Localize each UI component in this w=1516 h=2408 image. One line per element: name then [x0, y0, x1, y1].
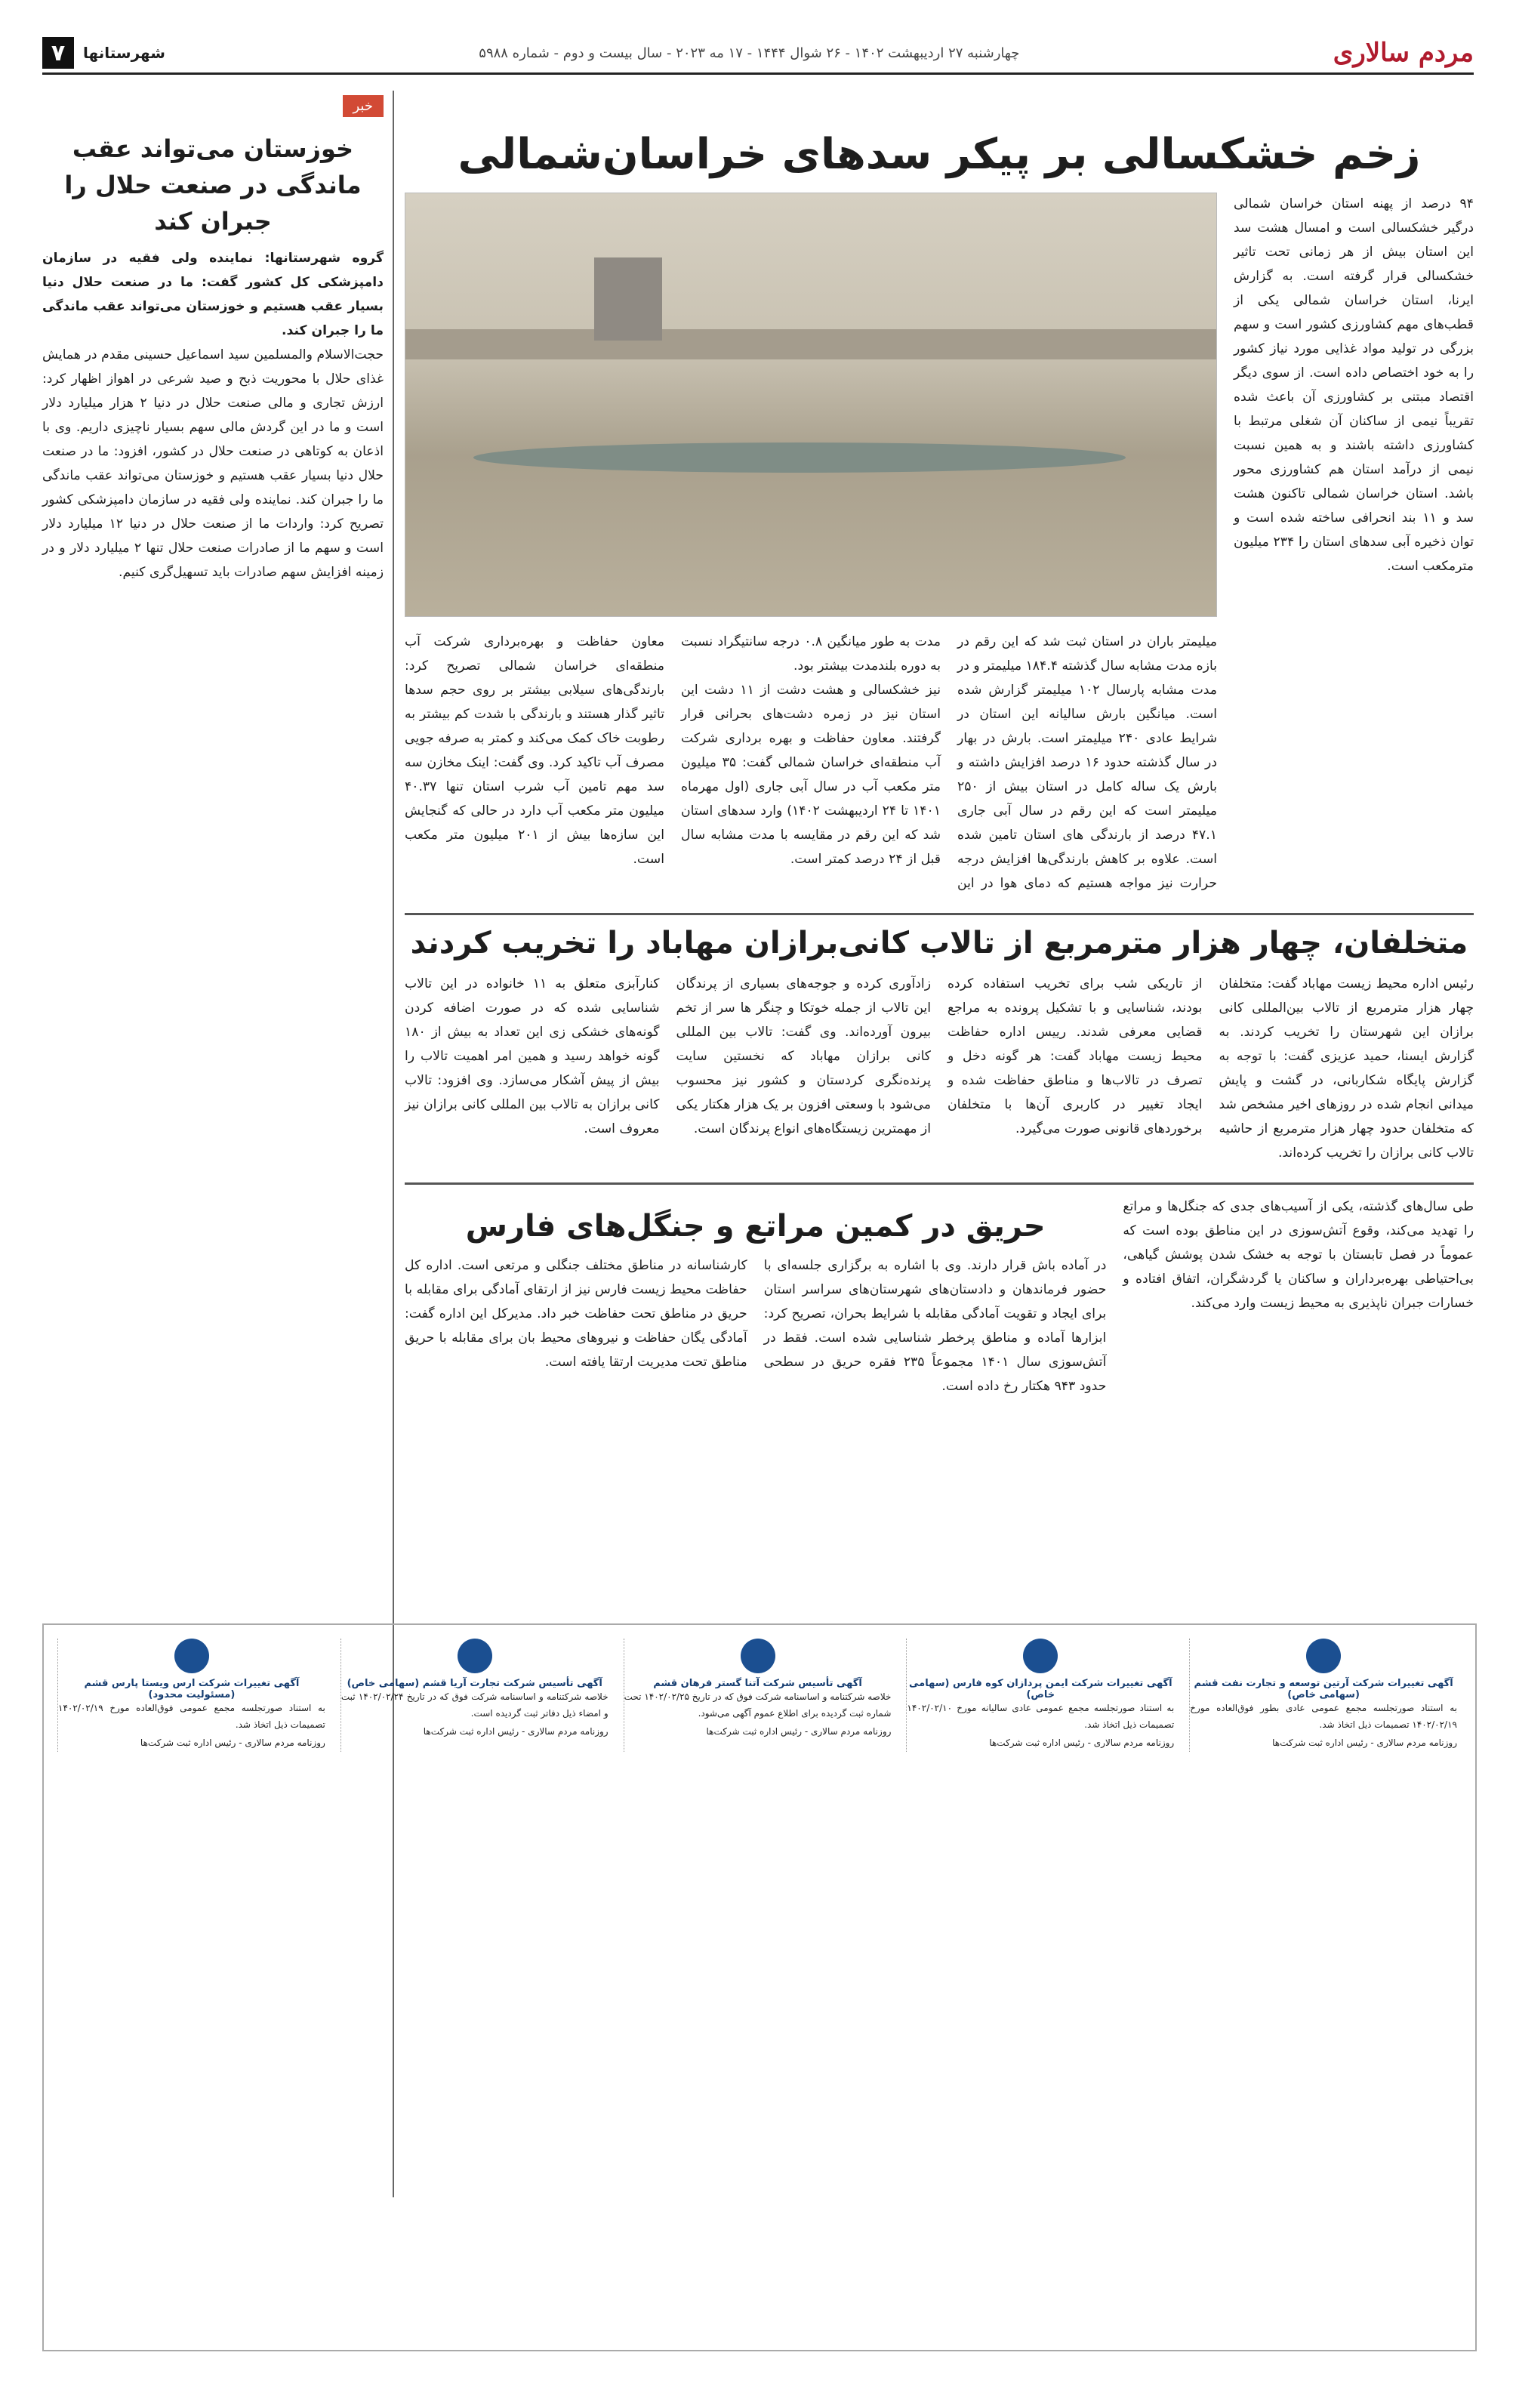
separator	[405, 913, 1474, 915]
article1-headline: زخم خشکسالی بر پیکر سدهای خراسان‌شمالی	[458, 130, 1421, 179]
sidebar-lead: گروه شهرستانها: نماینده ولی فقیه در سازمان دامپزشکی کل کشور گفت: ما در صنعت حلال دنیا بسیار عقب هستیم و خوزستان می‌تواند عقب ماندگی ما را جبران کند.	[42, 251, 384, 338]
ad-title: آگهی تأسیس شرکت تجارت آریا قشم (سهامی خاص)	[347, 1678, 602, 1689]
sidebar-body: حجت‌الاسلام والمسلمین سید اسماعیل حسینی مقدم در همایش غذای حلال با محوریت ذبح و صید شرعی در اهواز اظهار کرد: ارزش تجاری و مالی صنعت حلال در دنیا ۲ هزار میلیارد دلار است و ما در این گردش مالی سهم بسیار ناچیزی داریم. وی با اذعان به کوتاهی در صنعت حلال در کشور، افزود: ما در صنعت حلال دنیا بسیار عقب هستیم و خوزستان می‌تواند عقب ماندگی ما را جبران کند. نماینده ولی فقیه در سازمان دامپزشکی کشور تصریح کرد: واردات ما از صنعت حلال در دنیا ۱۲ میلیارد دلار است و سهم ما از صادرات صنعت حلال تنها ۲ میلیارد دلار و در زمینه افزایش سهم صادرات باید تسهیل‌گری کنیم.	[42, 347, 384, 580]
dam-tower-shape	[594, 257, 662, 341]
article3-headline: حریق در کمین مراتع و جنگل‌های فارس	[465, 1208, 1046, 1244]
article2-col3: زادآوری کرده و جوجه‌های بسیاری از پرندگان این تالاب از جمله خوتکا و چنگر ها سر از تخم بیرون آورده‌اند. وی گفت: تالاب بین المللی کانی برازان مهاباد که نخستین سایت پرنده‌نگری کردستان و کشور نیز محسوب می‌شود با وسعتی افزون بر یک هزار هکتار یکی از مهمترین زیستگاه‌های انواع پرندگان است.	[676, 976, 931, 1136]
registry-logo-icon	[174, 1639, 209, 1673]
ad-body: خلاصه شرکتنامه و اساسنامه شرکت فوق که در تاریخ ۱۴۰۲/۰۲/۲۵ تحت شماره ثبت گردیده برای اطلاع عموم آگهی می‌شود.	[624, 1691, 892, 1719]
masthead	[42, 33, 1474, 75]
ad-title: آگهی تأسیس شرکت آتنا گستر فرهان قشم	[653, 1678, 862, 1689]
dam-photo	[405, 193, 1217, 617]
article2-col4: کنارآبزی متعلق به ۱۱ خانواده در این تالاب شناسایی شده که در صورت اضافه کردن گونه‌های خشکی زی این تعداد به بیش از ۱۸۰ گونه خواهد رسید و همین امر اهمیت تالاب را بیش از پیش آشکار می‌سازد. وی افزود: تالاب کانی برازان به تالاب بین المللی کانی برازان نیز معروف است.	[405, 976, 660, 1136]
section-label	[42, 37, 165, 69]
ad-item	[906, 1639, 1179, 1752]
issue-meta: چهارشنبه ۲۷ اردیبهشت ۱۴۰۲ - ۲۶ شوال ۱۴۴۴ - ۱۷ مه ۲۰۲۳ - سال بیست و دوم - شماره ۵۹۸۸	[479, 45, 1020, 61]
ads-grid	[44, 1625, 1475, 1765]
article3	[405, 1195, 1474, 1399]
ad-footer: روزنامه مردم سالاری - رئیس اداره ثبت شرکت‌ها	[706, 1726, 892, 1737]
article3-cols	[405, 1254, 1106, 1399]
article1-col3: نیز خشکسالی و هشت دشت از ۱۱ دشت این استان نیز در زمره دشت‌های بحرانی قرار گرفتند. معاون حفاظت و بهره برداری شرکت آب منطقه‌ای خراسان شمالی گفت: ۳۵ میلیون متر مکعب آب در سال آبی جاری (اول مهرماه ۱۴۰۱ تا ۲۴ اردیبهشت ۱۴۰۲) وارد سدهای استان شد که این رقم در مقایسه با مدت مشابه سال قبل از ۲۴ درصد کمتر است.	[681, 682, 941, 867]
article2-headline: متخلفان، چهار هزار مترمربع از تالاب کانی‌برازان مهاباد را تخریب کردند	[410, 925, 1468, 960]
ad-footer: روزنامه مردم سالاری - رئیس اداره ثبت شرکت‌ها	[423, 1726, 609, 1737]
ad-body: به استناد صورتجلسه مجمع عمومی عادی بطور فوق‌العاده مورخ ۱۴۰۲/۰۲/۱۹ تصمیمات ذیل اتخاذ شد.	[1190, 1703, 1457, 1730]
article2	[405, 973, 1474, 1166]
news-tag: خبر	[343, 95, 384, 117]
ad-item	[57, 1639, 330, 1752]
article1-col2: میلیمتر باران در استان ثبت شد که این رقم در بازه مدت مشابه سال گذشته ۱۸۴.۴ میلیمتر و در مدت مشابه پارسال ۱۰۲ میلیمتر گزارش شده است. میانگین بارش سالیانه این استان در شرایط عادی ۲۴۰ میلیمتر است. بارش در بهار در سال گذشته حدود ۱۶ درصد افزایش داشته و بارش یک ساله کامل در استان بیش از ۲۵۰ میلیمتر است که این رقم در سال آبی جاری ۴۷.۱ درصد از بارندگی های استان تامین شده است. علاوه بر کاهش بارندگی‌ها افزایش درجه حرارت نیز مواجه هستیم که دمای هوا در این مدت به طور میانگین ۰.۸ درجه سانتیگراد نسبت به دوره بلندمدت بیشتر بود.	[681, 634, 1218, 891]
water-shape	[473, 442, 1126, 473]
sidebar-news	[42, 95, 384, 585]
article2-col1: رئیس اداره محیط زیست مهاباد گفت: متخلفان چهار هزار مترمربع از تالاب بین‌المللی کانی برازان این شهرستان را تخریب کردند. به گزارش ایسنا، حمید عزیزی گفت: با توجه به گزارش پایگاه شکاربانی، در گشت و پایش میدانی انجام شده در روزهای اخیر مشخص شد که متخلفان حدود چهار هزار مترمربع از حاشیه تالاب کانی برازان را تخریب کرده‌اند.	[1219, 976, 1474, 1161]
registry-logo-icon	[1023, 1639, 1058, 1673]
registry-logo-icon	[458, 1639, 492, 1673]
separator	[405, 1182, 1474, 1185]
registry-logo-icon	[741, 1639, 775, 1673]
ad-item	[624, 1639, 896, 1752]
ad-footer: روزنامه مردم سالاری - رئیس اداره ثبت شرکت‌ها	[140, 1737, 325, 1749]
ads-section	[42, 1623, 1477, 2351]
ad-item	[340, 1639, 613, 1752]
article1-col-right: ۹۴ درصد از پهنه استان خراسان شمالی درگیر خشکسالی است و امسال هشت سد این استان بیش از هر زمانی تحت تاثیر خشکسالی قرار گرفته است. به گزارش ایرنا، استان خراسان شمالی یکی از قطب‌های مهم کشاورزی کشور است و سهم بزرگی در تولید مواد غذایی مورد نیاز کشور را به خود اختصاص داده است. از سوی دیگر اقتصاد مبتنی بر کشاورزی آن باعث شده تقریباً نیمی از ساکنان آن شغلی مرتبط با کشاورزی داشته باشند و به همین نسبت نیمی از درآمد استان هم کشاورزی محور باشد. استان خراسان شمالی تاکنون هشت سد و ۱۱ بند انحرافی ساخته شده است و توان ذخیره آبی سدهای استان را ۲۳۴ میلیون مترمکعب است.	[1234, 196, 1474, 574]
ad-item	[1189, 1639, 1462, 1752]
article3-col2: در آماده باش قرار دارند. وی با اشاره به برگزاری جلسه‌ای با حضور فرماندهان و دادستان‌های شهرستان‌های سراسر استان برای ایجاد و تقویت آمادگی مقابله با شرایط بحران، تصریح کرد: ابزارها آماده و مناطق پرخطر شناسایی شده است. فقط در آتش‌سوزی سال ۱۴۰۱ مجموعاً ۲۳۵ فقره حریق در سطحی حدود ۹۴۳ هکتار رخ داده است.	[763, 1257, 1107, 1394]
article2-col2: از تاریکی شب برای تخریب استفاده کرده بودند، شناسایی و با تشکیل پرونده به مراجع قضایی معرفی شدند. رییس اداره حفاظت محیط زیست مهاباد گفت: هر گونه دخل و تصرف در تالاب‌ها و مناطق حفاظت شده و ایجاد تغییر در کاربری آن‌ها با متخلفان برخوردهای قانونی صورت می‌گیرد.	[948, 976, 1203, 1136]
ad-footer: روزنامه مردم سالاری - رئیس اداره ثبت شرکت‌ها	[1272, 1737, 1457, 1749]
dam-wall-shape	[405, 329, 1216, 359]
registry-logo-icon	[1306, 1639, 1341, 1673]
article3-col1: طی سال‌های گذشته، یکی از آسیب‌های جدی که جنگل‌ها و مراتع را تهدید می‌کند، وقوع آتش‌سوزی در این مناطق بوده است که عموماً در فصل تابستان با توجه به خشک شدن پوشش گیاهی، بی‌احتیاطی بهره‌برداران و ساکنان یا گردشگران، اتفاق افتاده و خسارات جبران ناپذیری به محیط زیست وارد می‌کند.	[1123, 1198, 1474, 1311]
ad-footer: روزنامه مردم سالاری - رئیس اداره ثبت شرکت‌ها	[989, 1737, 1175, 1749]
main-content	[405, 95, 1474, 1399]
article1	[405, 193, 1474, 896]
article1-cols	[405, 631, 1217, 896]
section-name: شهرستانها	[83, 44, 165, 62]
ad-body: به استناد صورتجلسه مجمع عمومی عادی سالیانه مورخ ۱۴۰۲/۰۲/۱۰ تصمیمات ذیل اتخاذ شد.	[907, 1703, 1175, 1730]
sidebar-headline: خوزستان می‌تواند عقب ماندگی در صنعت حلال را جبران کند	[64, 134, 362, 236]
article3-col3: کارشناسانه در مناطق مختلف جنگلی و مرتعی است. اداره کل حفاظت محیط زیست فارس نیز از ارتقای آمادگی برای مقابله با حریق در مناطق تحت حفاظت خبر داد. مدیرکل این اداره گفت: آمادگی یگان حفاظت و نیروهای محیط بان برای مقابله با حریق مناطق تحت مدیریت ارتقا یافته است.	[405, 1257, 747, 1370]
page-number: ۷	[42, 37, 74, 69]
newspaper-brand: مردم سالاری	[1333, 38, 1474, 68]
ad-title: آگهی تغییرات شرکت آرتین توسعه و تجارت نفت قشم (سهامی خاص)	[1194, 1678, 1453, 1700]
ad-title: آگهی تغییرات شرکت ایمن پردازان کوه فارس (سهامی خاص)	[909, 1678, 1172, 1700]
ad-title: آگهی تغییرات شرکت ارس ویستا پارس قشم (مسئولیت محدود)	[84, 1678, 300, 1700]
ad-body: به استناد صورتجلسه مجمع عمومی فوق‌العاده مورخ ۱۴۰۲/۰۲/۱۹ تصمیمات ذیل اتخاذ شد.	[58, 1703, 325, 1730]
ad-body: خلاصه شرکتنامه و اساسنامه شرکت فوق که در تاریخ ۱۴۰۲/۰۲/۲۴ ثبت و امضاء ذیل دفاتر ثبت گردیده است.	[340, 1691, 609, 1719]
article1-col4: معاون حفاظت و بهره‌برداری شرکت آب منطقه‌ای خراسان شمالی تصریح کرد: بارندگی‌های سیلابی بیشتر بر روی حجم سدها تاثیر گذار هستند و بارندگی با شدت کم بیشتر به رطوبت خاک کمک می‌کند و کمتر به صرفه جویی مصرف آب تاکید کرد. وی گفت: اینک مخازن سه سد مهم تامین آب شرب استان تنها ۴۰.۳۷ میلیون متر مکعب آب دارد در حالی که گنجایش این سازه‌ها بیش از ۲۰۱ میلیون متر مکعب است.	[405, 634, 664, 867]
